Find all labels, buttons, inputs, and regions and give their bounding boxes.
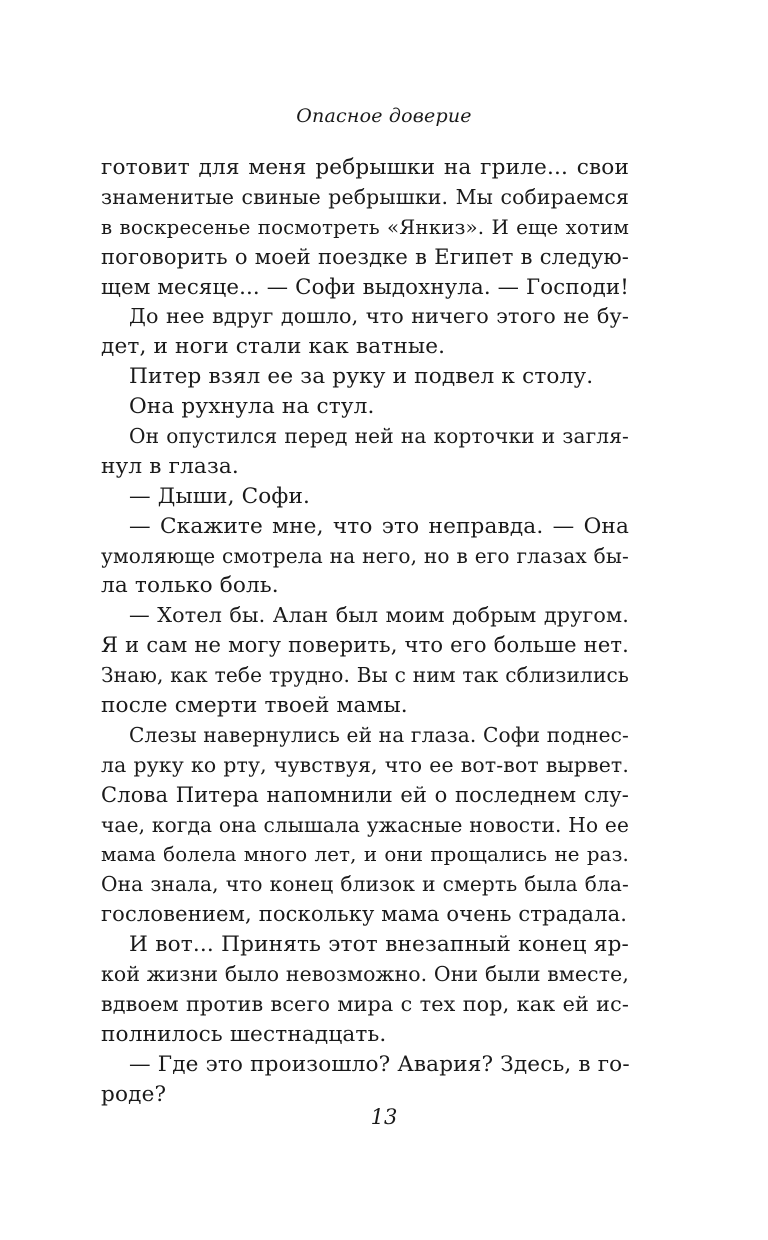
text-line: Я и сам не могу поверить, что его больше нет. xyxy=(101,633,629,658)
text-line: мама болела много лет, и они прощались не раз. xyxy=(101,843,629,867)
text-line: Знаю, как тебе трудно. Вы с ним так сблизились xyxy=(101,663,629,688)
text-line: И вот... Принять этот внезапный конец яр- xyxy=(129,932,629,958)
text-line: ла руку ко рту, чувствуя, что ее вот-вот вырвет. xyxy=(101,752,629,777)
text-line: — Хотел бы. Алан был моим добрым другом. xyxy=(129,603,629,628)
body-text xyxy=(101,153,629,1110)
page-number: 13 xyxy=(370,1105,398,1129)
text-line: нул в глаза. xyxy=(101,453,239,479)
text-line: Она знала, что конец близок и смерть была бла- xyxy=(101,872,629,897)
text-line: гословением, поскольку мама очень страдала. xyxy=(101,902,628,927)
text-line: кой жизни было невозможно. Они были вместе, xyxy=(101,962,629,987)
text-line: после смерти твоей мамы. xyxy=(101,693,408,719)
text-line: До нее вдруг дошло, что ничего этого не бу- xyxy=(129,304,629,329)
text-line: Слезы навернулись ей на глаза. Софи поднес- xyxy=(129,722,629,747)
running-head: Опасное доверие xyxy=(296,105,472,127)
text-line: поговорить о моей поездке в Египет в следую- xyxy=(101,244,629,269)
text-line: Слова Питера напомнили ей о последнем слу- xyxy=(101,782,629,807)
text-line: — Дыши, Софи. xyxy=(129,483,311,509)
text-line: умоляюще смотрела на него, но в его глазах бы- xyxy=(101,543,629,568)
text-line: полнилось шестнадцать. xyxy=(101,1021,387,1047)
text-line: — Где это произошло? Авария? Здесь, в го- xyxy=(129,1051,630,1077)
text-line: вдвоем против всего мира с тех пор, как ей ис- xyxy=(101,991,629,1016)
text-line: роде? xyxy=(101,1081,167,1107)
text-line: Она рухнула на стул. xyxy=(129,394,375,420)
text-line: ла только боль. xyxy=(101,573,279,599)
text-line: в воскресенье посмотреть «Янкиз». И еще хотим xyxy=(101,215,629,239)
text-line: знаменитые свиные ребрышки. Мы собираемся xyxy=(101,184,629,209)
text-line: чае, когда она слышала ужасные новости. Но ее xyxy=(101,812,629,837)
text-line: дет, и ноги стали как ватные. xyxy=(101,334,446,360)
text-line: — Скажите мне, что это неправда. — Она xyxy=(129,513,629,539)
text-line: щем месяце... — Софи выдохнула. — Господи! xyxy=(101,274,629,300)
text-line: Питер взял ее за руку и подвел к столу. xyxy=(129,364,594,390)
text-line: Он опустился перед ней на корточки и загля- xyxy=(129,424,629,449)
text-line: готовит для меня ребрышки на гриле... свои xyxy=(101,155,629,180)
